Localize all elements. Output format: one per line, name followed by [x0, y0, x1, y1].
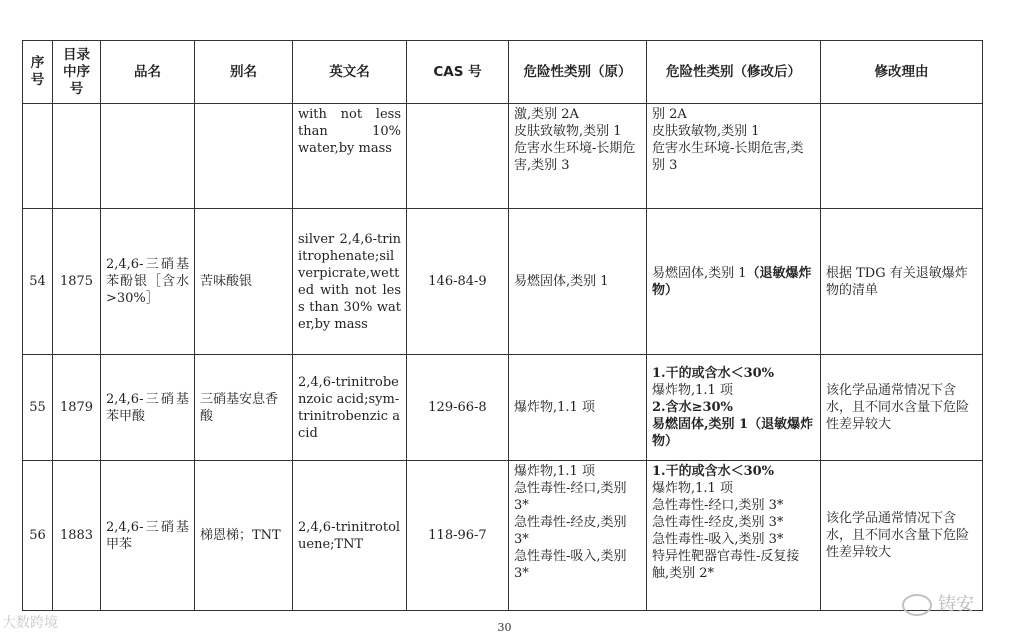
orig-line: 危害水生环境-长期危害,类别 3 [514, 141, 636, 173]
watermark-right-text: 铸安 [938, 594, 974, 615]
cell-revised [647, 209, 821, 355]
revised-text: 易燃固体,类别 1 [652, 265, 747, 281]
cell-dir-no [53, 104, 101, 209]
orig-line: 急性毒性-吸入,类别 3* [514, 549, 627, 581]
orig-line: 急性毒性-经皮,类别 3* [514, 515, 627, 547]
cell-english: 2,4,6-trinitrotoluene;TNT [293, 461, 407, 611]
cell-reason: 根据 TDG 有关退敏爆炸物的清单 [821, 209, 983, 355]
cell-dir-no: 1879 [53, 355, 101, 461]
header-no: 序 号 [23, 41, 53, 104]
cell-cas: 129-66-8 [407, 355, 509, 461]
cell-revised [647, 355, 821, 461]
cell-dir-no: 1883 [53, 461, 101, 611]
cell-orig [509, 461, 647, 611]
cell-reason [821, 104, 983, 209]
header-orig: 危险性类别（原） [509, 41, 647, 104]
cell-reason: 该化学品通常情况下含水，且不同水含量下危险性差异较大 [821, 355, 983, 461]
orig-line: 激,类别 2A [514, 107, 579, 122]
cell-no: 55 [23, 355, 53, 461]
cell-orig [509, 104, 647, 209]
cell-no: 56 [23, 461, 53, 611]
table-row [23, 461, 983, 611]
orig-line: 易燃固体,类别 1 [514, 274, 609, 289]
revised-bold-line: 易燃固体,类别 1（退敏爆炸物） [652, 417, 814, 449]
cell-alias: 三硝基安息香酸 [195, 355, 293, 461]
cell-name: 2,4,6-三硝基甲苯 [101, 461, 195, 611]
cell-orig [509, 355, 647, 461]
table-row [23, 104, 983, 209]
cell-no [23, 104, 53, 209]
cell-cas: 118-96-7 [407, 461, 509, 611]
cell-alias [195, 104, 293, 209]
hazard-table [22, 40, 983, 611]
cell-revised [647, 104, 821, 209]
revised-bold-line: 1.干的或含水＜30% [652, 464, 775, 479]
wechat-icon [902, 594, 932, 616]
revised-line: 急性毒性-经皮,类别 3* [652, 515, 784, 530]
header-alias: 别名 [195, 41, 293, 104]
revised-line: 特异性靶器官毒性-反复接触,类别 2* [652, 549, 800, 581]
cell-english: silver 2,4,6-trinitrophenate;silverpicrate,wetted with not less than 30% water,by mass [293, 209, 407, 355]
cell-name: 2,4,6-三硝基苯甲酸 [101, 355, 195, 461]
revised-line: 别 2A [652, 107, 687, 122]
cell-alias: 梯恩梯；TNT [195, 461, 293, 611]
cell-alias: 苦味酸银 [195, 209, 293, 355]
cell-no: 54 [23, 209, 53, 355]
orig-line: 爆炸物,1.1 项 [514, 400, 595, 415]
cell-dir-no: 1875 [53, 209, 101, 355]
cell-name [101, 104, 195, 209]
revised-bold-text: （退敏爆炸物） [652, 265, 812, 298]
watermark-left-text: 大数跨境 [2, 615, 58, 631]
cell-orig [509, 209, 647, 355]
page-number: 30 [497, 621, 512, 634]
header-english: 英文名 [293, 41, 407, 104]
header-cas: CAS 号 [407, 41, 509, 104]
orig-line: 爆炸物,1.1 项 [514, 464, 595, 479]
revised-line: 危害水生环境-长期危害,类别 3 [652, 141, 804, 173]
table-row [23, 355, 983, 461]
revised-bold-line: 2.含水≥30% [652, 400, 733, 415]
header-name: 品名 [101, 41, 195, 104]
revised-bold-line: 1.干的或含水＜30% [652, 366, 775, 381]
header-revised: 危险性类别（修改后） [647, 41, 821, 104]
cell-revised [647, 461, 821, 611]
header-dir-no: 目录 中序 号 [53, 41, 101, 104]
revised-line: 爆炸物,1.1 项 [652, 383, 733, 398]
cell-reason: 该化学品通常情况下含水，且不同水含量下危险性差异较大 [821, 461, 983, 611]
cell-name: 2,4,6-三硝基苯酚银［含水>30%］ [101, 209, 195, 355]
revised-line: 爆炸物,1.1 项 [652, 481, 733, 496]
table-row [23, 209, 983, 355]
orig-line: 急性毒性-经口,类别 3* [514, 481, 627, 513]
cell-cas [407, 104, 509, 209]
cell-english: 2,4,6-trinitrobenzoic acid;sym-trinitrobenzic acid [293, 355, 407, 461]
header-row [23, 41, 983, 104]
orig-line: 皮肤致敏物,类别 1 [514, 124, 622, 139]
watermark-right [902, 590, 974, 616]
cell-cas: 146-84-9 [407, 209, 509, 355]
header-reason: 修改理由 [821, 41, 983, 104]
cell-english: with not less than 10% water,by mass [293, 104, 407, 209]
revised-line: 皮肤致敏物,类别 1 [652, 124, 760, 139]
revised-line: 急性毒性-吸入,类别 3* [652, 532, 784, 547]
revised-line: 急性毒性-经口,类别 3* [652, 498, 784, 513]
